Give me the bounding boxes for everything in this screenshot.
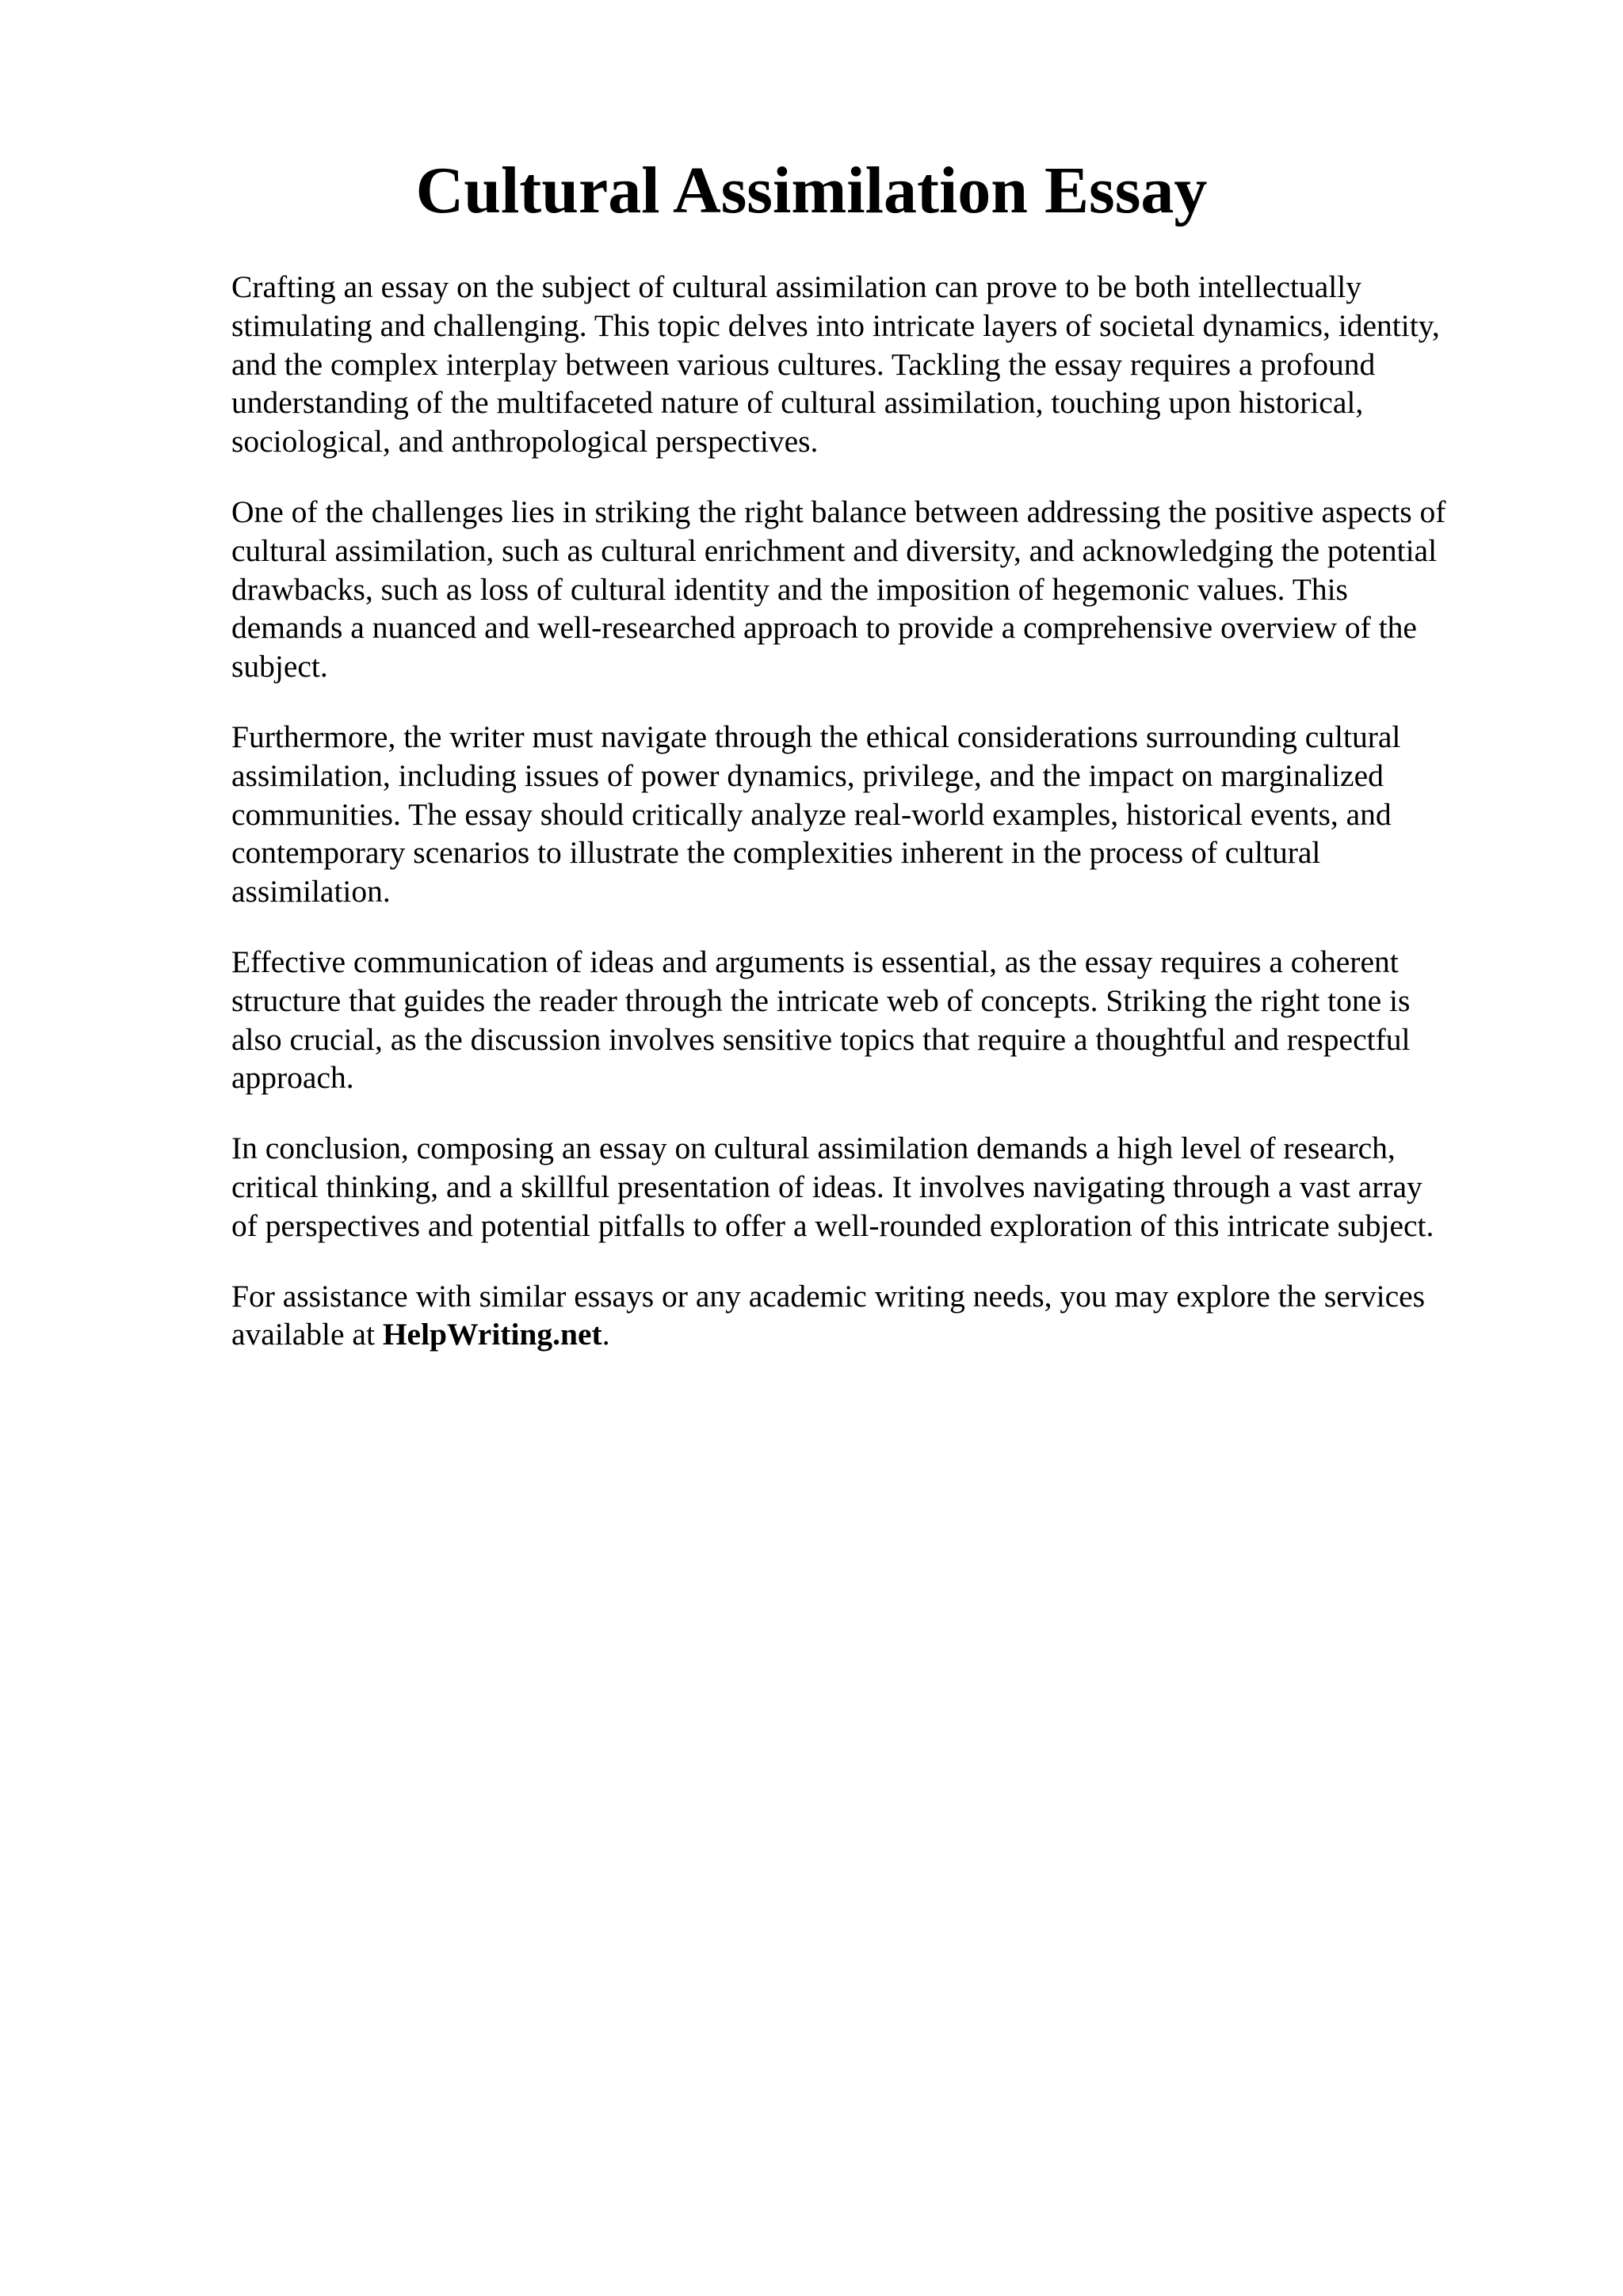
paragraph-3 xyxy=(231,718,1531,911)
text-line: critical thinking, and a skillful presentation of ideas. It involves navigating through a vast array xyxy=(231,1169,1423,1204)
text-line: One of the challenges lies in striking the right balance between addressing the positive aspects of xyxy=(231,494,1446,529)
text-line: structure that guides the reader through the intricate web of concepts. Striking the right tone is xyxy=(231,982,1411,1018)
text-line: communities. The essay should critically analyze real-world examples, historical events, and xyxy=(231,796,1392,832)
text-line: of perspectives and potential pitfalls to offer a well-rounded exploration of this intricate subject. xyxy=(231,1207,1434,1243)
closing-paragraph xyxy=(231,1277,1531,1355)
text-line: subject. xyxy=(231,649,328,685)
paragraph-4 xyxy=(231,943,1531,1097)
closing-suffix: . xyxy=(601,1317,610,1352)
text-line: Crafting an essay on the subject of cultural assimilation can prove to be both intellectually xyxy=(231,269,1361,304)
text-line: understanding of the multifaceted nature of cultural assimilation, touching upon historical, xyxy=(231,385,1364,421)
text-line: In conclusion, composing an essay on cultural assimilation demands a high level of research, xyxy=(231,1131,1396,1166)
text-line: approach. xyxy=(231,1060,354,1096)
paragraph-5 xyxy=(231,1129,1531,1245)
helpwriting-link[interactable]: HelpWriting.net xyxy=(382,1317,602,1352)
text-line: also crucial, as the discussion involves sensitive topics that require a thoughtful and respectful xyxy=(231,1021,1411,1057)
text-line: Effective communication of ideas and arguments is essential, as the essay requires a coherent xyxy=(231,944,1399,979)
text-line: and the complex interplay between various cultures. Tackling the essay requires a profound xyxy=(231,346,1376,382)
text-line: For assistance with similar essays or any academic writing needs, you may explore the services xyxy=(231,1278,1426,1314)
text-line: assimilation. xyxy=(231,874,391,910)
text-line xyxy=(231,1315,1531,1354)
text-line: Furthermore, the writer must navigate through the ethical considerations surrounding cultural xyxy=(231,719,1401,754)
text-line: sociological, and anthropological perspectives. xyxy=(231,424,819,460)
text-line: cultural assimilation, such as cultural enrichment and diversity, and acknowledging the potential xyxy=(231,532,1438,568)
text-line: demands a nuanced and well-researched approach to provide a comprehensive overview of the xyxy=(231,610,1417,646)
text-line: contemporary scenarios to illustrate the complexities inherent in the process of cultural xyxy=(231,835,1321,871)
text-line: stimulating and challenging. This topic delves into intricate layers of societal dynamics, identity, xyxy=(231,307,1440,343)
paragraph-1 xyxy=(231,268,1531,461)
paragraph-2 xyxy=(231,493,1531,686)
closing-prefix: available at xyxy=(231,1317,383,1352)
essay-body xyxy=(231,268,1531,1386)
text-line: assimilation, including issues of power dynamics, privilege, and the impact on marginalized xyxy=(231,757,1384,793)
text-line: drawbacks, such as loss of cultural identity and the imposition of hegemonic values. This xyxy=(231,571,1348,607)
document-title: Cultural Assimilation Essay xyxy=(415,154,1208,227)
